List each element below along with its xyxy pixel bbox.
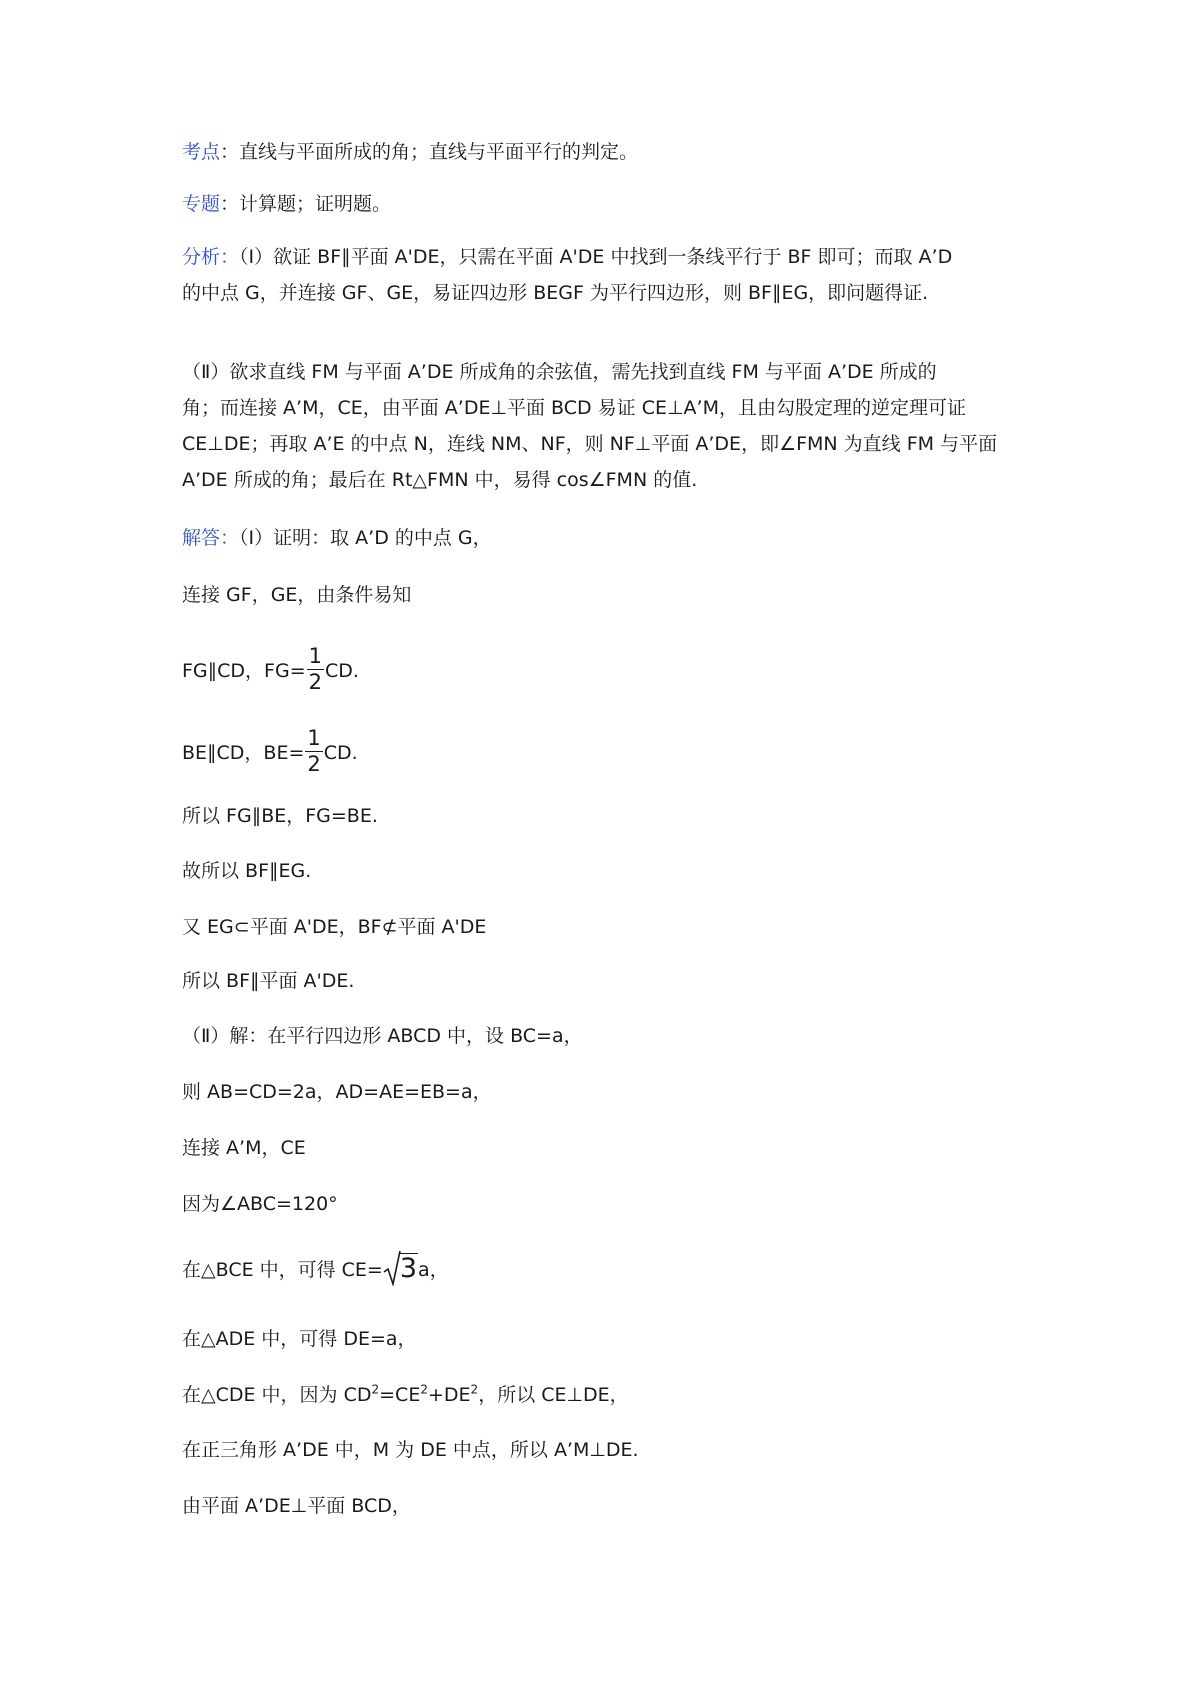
step-7-text: 所以 BF∥平面 A'DE. bbox=[182, 970, 355, 992]
jieda-line bbox=[182, 520, 1032, 556]
step-1 bbox=[182, 577, 1032, 613]
step-14 bbox=[182, 1377, 1032, 1413]
fenxi2-text-4: A’DE 所成的角；最后在 Rt△FMN 中，易得 cos∠FMN 的值. bbox=[182, 469, 698, 491]
kaodian-line bbox=[182, 134, 1032, 170]
superscript-2: 2 bbox=[371, 1382, 380, 1397]
fenxi-label: 分析： bbox=[182, 246, 240, 268]
step-14-b: =CE bbox=[379, 1384, 421, 1406]
fraction-denominator: 2 bbox=[308, 670, 322, 694]
step-3 bbox=[182, 726, 1032, 777]
fraction-half bbox=[305, 728, 322, 775]
superscript-2: 2 bbox=[470, 1382, 479, 1397]
step-5-text: 故所以 BF∥EG. bbox=[182, 860, 312, 882]
fenxi2-text-1: （Ⅱ）欲求直线 FM 与平面 A’DE 所成角的余弦值，需先找到直线 FM 与平面 A’DE 所成的 bbox=[182, 361, 937, 383]
step-9 bbox=[182, 1074, 1032, 1110]
step-12-pre: 在△BCE 中，可得 CE= bbox=[182, 1259, 383, 1281]
step-15-text: 在正三角形 A’DE 中，M 为 DE 中点，所以 A’M⊥DE. bbox=[182, 1439, 639, 1461]
fenxi-text-1: （Ⅰ）欲证 BF∥平面 A'DE，只需在平面 A'DE 中找到一条线平行于 BF 即可；而取 A’D bbox=[239, 246, 953, 268]
kaodian-text: ：直线与平面所成的角；直线与平面平行的判定。 bbox=[220, 141, 639, 163]
fenxi2-text-2: 角；而连接 A’M，CE，由平面 A’DE⊥平面 BCD 易证 CE⊥A’M，且由勾股定理的逆定理可证 bbox=[182, 397, 966, 419]
step-13-text: 在△ADE 中，可得 DE=a， bbox=[182, 1328, 417, 1350]
fenxi2-line-3 bbox=[182, 426, 1032, 462]
step-2-pre: FG∥CD，FG= bbox=[182, 660, 306, 682]
fenxi-text-2: 的中点 G，并连接 GF、GE，易证四边形 BEGF 为平行四边形，则 BF∥EG，即问题得证. bbox=[182, 282, 929, 304]
step-14-d: ，所以 CE⊥DE， bbox=[478, 1384, 629, 1406]
step-14-a: 在△CDE 中，因为 CD bbox=[182, 1384, 372, 1406]
step-8 bbox=[182, 1018, 1032, 1054]
step-4-text: 所以 FG∥BE，FG=BE. bbox=[182, 805, 378, 827]
fraction-numerator: 1 bbox=[307, 726, 321, 750]
fenxi-line-2 bbox=[182, 275, 1032, 311]
zhuanti-text: ：计算题；证明题。 bbox=[220, 193, 392, 215]
step-11 bbox=[182, 1186, 1032, 1222]
step-6 bbox=[182, 909, 1032, 945]
fenxi2-line-2 bbox=[182, 390, 1032, 426]
jieda-text: （Ⅰ）证明：取 A’D 的中点 G， bbox=[239, 527, 492, 549]
fenxi-line-1 bbox=[182, 239, 1032, 275]
step-7 bbox=[182, 963, 1032, 999]
step-2 bbox=[182, 644, 1032, 695]
jieda-label: 解答： bbox=[182, 527, 240, 549]
radicand: 3 bbox=[399, 1253, 418, 1285]
step-6-text: 又 EG⊂平面 A'DE，BF⊄平面 A'DE bbox=[182, 916, 487, 938]
step-5 bbox=[182, 853, 1032, 889]
superscript-2: 2 bbox=[420, 1382, 428, 1397]
step-8-text: （Ⅱ）解：在平行四边形 ABCD 中，设 BC=a， bbox=[182, 1025, 583, 1047]
step-12-post: a， bbox=[418, 1259, 449, 1281]
step-3-pre: BE∥CD，BE= bbox=[182, 742, 305, 764]
fraction-numerator: 1 bbox=[308, 644, 322, 668]
step-14-c: +DE bbox=[427, 1384, 471, 1406]
step-3-post: CD. bbox=[323, 742, 358, 764]
step-13 bbox=[182, 1321, 1032, 1357]
fenxi2-line-4 bbox=[182, 462, 1032, 498]
step-4 bbox=[182, 798, 1032, 834]
zhuanti-line bbox=[182, 186, 1032, 222]
step-11-text: 因为∠ABC=120° bbox=[182, 1193, 338, 1215]
square-root bbox=[383, 1249, 418, 1286]
zhuanti-label: 专题 bbox=[182, 193, 221, 215]
fraction-half bbox=[307, 646, 324, 693]
fraction-denominator: 2 bbox=[307, 752, 321, 776]
step-10-text: 连接 A’M，CE bbox=[182, 1137, 306, 1159]
step-10 bbox=[182, 1130, 1032, 1166]
step-9-text: 则 AB=CD=2a，AD=AE=EB=a， bbox=[182, 1081, 492, 1103]
fenxi2-text-3: CE⊥DE；再取 A’E 的中点 N，连线 NM、NF，则 NF⊥平面 A’DE，即∠FMN 为直线 FM 与平面 bbox=[182, 433, 998, 455]
step-16 bbox=[182, 1488, 1032, 1524]
kaodian-label: 考点 bbox=[182, 141, 221, 163]
step-2-post: CD. bbox=[325, 660, 359, 682]
step-16-text: 由平面 A’DE⊥平面 BCD， bbox=[182, 1495, 411, 1517]
fenxi2-line-1 bbox=[182, 354, 1032, 390]
step-1-text: 连接 GF，GE，由条件易知 bbox=[182, 584, 412, 606]
step-15 bbox=[182, 1432, 1032, 1468]
step-12 bbox=[182, 1252, 1032, 1289]
